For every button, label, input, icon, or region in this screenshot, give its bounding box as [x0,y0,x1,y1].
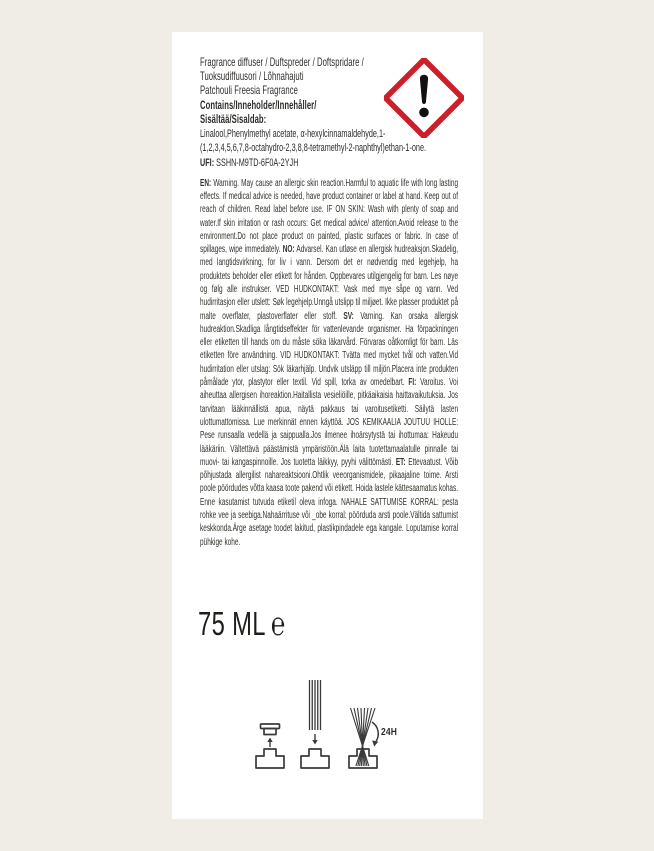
estimated-sign-icon: ℮ [270,605,286,642]
volume-amount: 75 ML [198,605,266,642]
usage-instructions [250,678,410,773]
contains-heading-line-1: Contains/Inneholder/Innehåller/ [200,98,317,112]
duration-label: 24H [381,727,398,738]
instruction-pictograms [250,678,410,773]
label-text-column [200,56,458,549]
ufi-label: UFI: [200,157,215,170]
product-type-line-1: Fragrance diffuser / Duftspreder / Doftspridare / [200,56,364,69]
flip-reeds-24h-icon [349,708,378,768]
product-label [172,32,483,819]
remove-cap-icon [256,724,284,768]
insert-reeds-icon [301,680,329,768]
fragrance-name: Patchouli Freesia Fragrance [200,84,298,98]
ufi-code [200,156,458,170]
contains-heading-line-2: Sisältää/Sisaldab: [200,112,267,126]
ingredients-line-1: Linalool,Phenylmethyl acetate, α-hexylcinnamaldehyde,1- [200,128,386,141]
ingredients-line-2: (1,2,3,4,5,6,7,8-octahydro-2,3,8,8-tetramethyl-2-naphthyl)ethan-1-one. [200,142,426,155]
warning-text: EN: Warning. May cause an allergic skin reaction.Harmful to aquatic life with long lasting effects. If medical advice is needed, have product container or label at hand. Keep out of reach of children. Read label before use. IF ON SKIN: Wash with plenty of soap and water.If skin irritation or rash occurs: Get medical advice/ attention.Avoid release to the environment.Do not place product on painted, plastic surfaces or fabric. In case of spillages, wipe immediately. NO: Advarsel. Kan utløse en allergisk hudreaksjon.Skadelig, med langtidsvirkning, for liv i vann. Dersom det er nødvendig med legehjelp, ha produktets beholder eller etikett for hånden. Oppbevares utilgjengelig for barn. Les nøye og følg alle instrukser. VED HUDKONTAKT: Vask med mye såpe og vann. Ved hudirritasjon eller utslett: Søk legehjelp.Unngå utslipp til miljøet. Ikke plasser produktet på malte overflater, plastoverflater eller stoff. SV: Varning. Kan orsaka allergisk hudreaktion.Skadliga långtidseffekter för vattenlevande organismer. Ha förpackningen eller etiketten till hands om du måste söka läkarvård. Förvaras oåtkomligt för barn. Läs etiketten före användning. VID HUDKONTAKT: Tvätta med mycket tvål och vatten.Vid hudirritation eller utslag: Sök läkarhjälp. Undvik utsläpp till miljön.Placera inte produkten påmålade ytor, plastytor eller textil. Vid spill, torka av omedelbart. FI: Varoitus. Voi aiheuttaa allergisen ihoreaktion.Haitallista vesieliöille, pitkäaikaisia haittavaikutuksia. Jos tarvitaan lääkinnällistä apua, näytä pakkaus tai varoitusetiketti. Säilytä lasten ulottumattomissa. Lue merkinnät ennen käyttöä. JOS KEMIKAALIA JOUTUU IHOLLE: Pese runsaalla vedellä ja saippualla.Jos ilmenee ihoärsytystä tai ihottumaa: Hakeudu lääkäriin. Vältettävä päästämistä ympäristöön.Älä laita tuotettamaalatulle pinnalle tai muovi- tai kangaspinnoille. Jos tuotetta läikkyy, pyyhi välittömästi. ET: Ettevaatust. Võib põhjustada allergilist nahareaktsiooni.Ohtlik veeorganismidele, pikaajaline toime. Arsti poole pöördudes võtta kaasa toote pakend või etikett. Hoida lastele kättesaamatus kohas. Enne kasutamist tutvuda etiketil oleva infoga. NAHALE SATTUMISE KORRAL: pesta rohke vee ja seebiga.Nahaärrituse või _obe korral: pöörduda arsti poole.Vältida sattumist keskkonda.Ärge asetage toodet lakitud, plastikpindadele ega kangale. Loputamise korral pühkige kohe. [200,177,459,548]
volume-statement [198,605,286,643]
ufi-value: SSHN-M9TD-6F0A-2YJH [216,157,299,170]
product-type-line-2: Tuoksudiffuusori / Lõhnahajuti [200,70,304,84]
